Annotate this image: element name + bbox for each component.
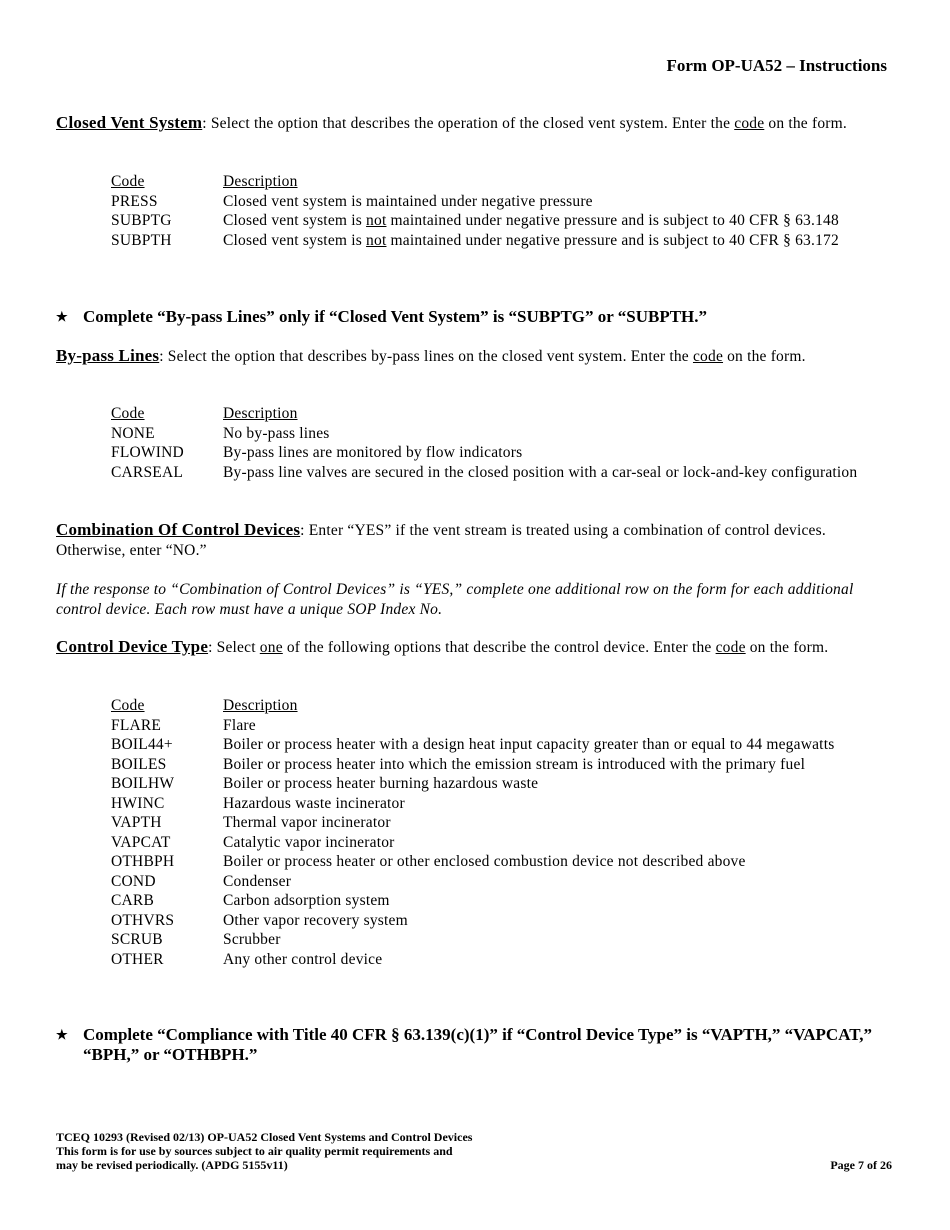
table-row: SCRUB Scrubber — [111, 931, 281, 948]
compliance-instruction-note: ★ Complete “Compliance with Title 40 CFR § 63.139(c)(1)” if “Control Device Type” is “VAPTH,” “VAPCAT,” “BPH,” or “OTHBPH.” — [56, 1025, 873, 1064]
table-row: COND Condenser — [111, 872, 292, 890]
star-icon: ★ — [56, 309, 68, 324]
combination-paragraph: Combination Of Control Devices: Enter “YES” if the vent stream is treated using a combination of control devices. Otherwise, enter “NO.” — [56, 520, 826, 559]
control-device-code-table — [111, 696, 886, 969]
table-row: OTHER Any other control device — [111, 950, 383, 968]
table-row: VAPCAT Catalytic vapor incinerator — [111, 833, 395, 851]
bypass-instruction-note: ★ Complete “By-pass Lines” only if “Closed Vent System” is “SUBPTG” or “SUBPTH.” — [56, 307, 708, 326]
combination-italic-note: If the response to “Combination of Control Devices” is “YES,” complete one additional row on the form for each additional control device. Each row must have a unique SOP Index No. — [56, 581, 854, 618]
closed-vent-paragraph: Closed Vent System: Select the option that describes the operation of the closed vent system. Enter the code on the form. — [56, 113, 847, 132]
table-row: FLARE Flare — [111, 716, 256, 734]
star-icon: ★ — [56, 1027, 68, 1042]
table-row: BOILES Boiler or process heater into which the emission stream is introduced with the primary fuel — [111, 755, 806, 773]
table-header: Code Description — [111, 405, 298, 422]
table-row: NONE No by-pass lines — [111, 424, 330, 442]
form-title: Form OP-UA52 – Instructions — [666, 56, 887, 75]
closed-vent-code-table — [111, 172, 886, 250]
table-row: OTHVRS Other vapor recovery system — [111, 911, 408, 929]
footer-text: TCEQ 10293 (Revised 02/13) OP-UA52 Closed Vent Systems and Control Devices This form is for use by sources subject to air quality permit requirements and may be revised periodically. (APDG 5155v11) — [56, 1130, 473, 1172]
table-row: SUBPTG Closed vent system is not maintained under negative pressure and is subject to 40 CFR § 63.148 — [111, 212, 839, 229]
control-device-paragraph: Control Device Type: Select one of the following options that describe the control device. Enter the code on the form. — [56, 637, 829, 656]
table-row: CARSEAL By-pass line valves are secured in the closed position with a car-seal or lock-and-key configuration — [111, 463, 858, 481]
bypass-code-table — [111, 404, 886, 482]
table-row: SUBPTH Closed vent system is not maintained under negative pressure and is subject to 40 CFR § 63.172 — [111, 231, 839, 249]
table-row: PRESS Closed vent system is maintained under negative pressure — [111, 192, 593, 210]
table-header: Code Description — [111, 173, 298, 190]
table-row: HWINC Hazardous waste incinerator — [111, 794, 405, 812]
table-row: BOIL44+ Boiler or process heater with a design heat input capacity greater than or equal to 44 megawatts — [111, 736, 835, 753]
table-row: VAPTH Thermal vapor incinerator — [111, 814, 391, 831]
combination-term: Combination Of Control Devices — [56, 520, 301, 539]
table-row: BOILHW Boiler or process heater burning hazardous waste — [111, 775, 539, 792]
closed-vent-term: Closed Vent System — [56, 113, 203, 132]
table-header: Code Description — [111, 697, 298, 714]
table-row: FLOWIND By-pass lines are monitored by flow indicators — [111, 444, 523, 461]
table-row: OTHBPH Boiler or process heater or other enclosed combustion device not described above — [111, 853, 746, 870]
table-row: CARB Carbon adsorption system — [111, 892, 390, 909]
bypass-paragraph: By-pass Lines: Select the option that describes by-pass lines on the closed vent system. Enter the code on the form. — [56, 346, 806, 365]
page-number: Page 7 of 26 — [830, 1158, 892, 1172]
control-device-term: Control Device Type — [56, 637, 209, 656]
bypass-term: By-pass Lines — [56, 346, 160, 365]
